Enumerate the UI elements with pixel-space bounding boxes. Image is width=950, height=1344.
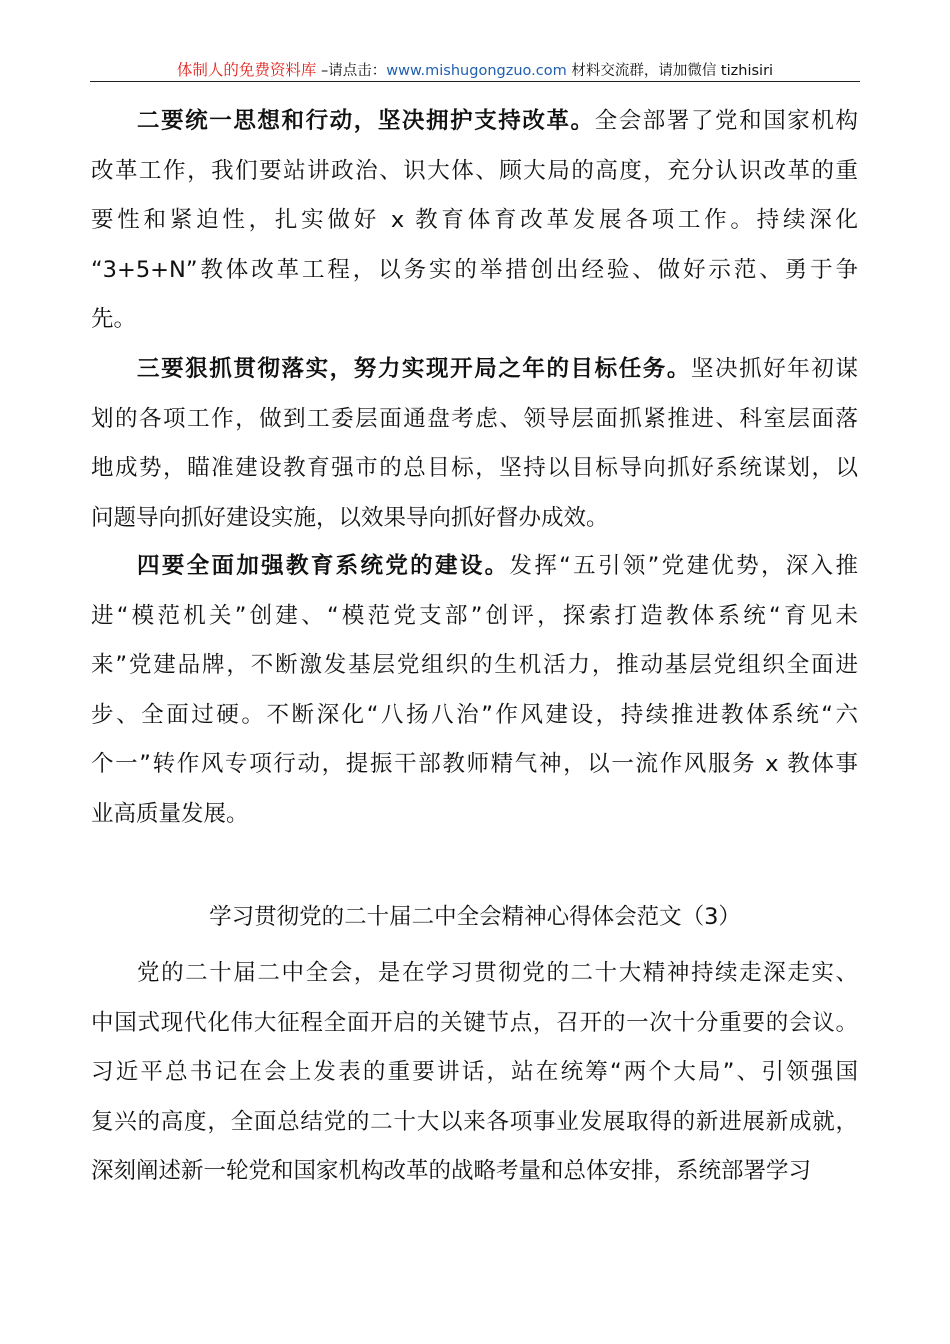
paragraph	[91, 542, 858, 839]
line-text: 中国式现代化伟大征程全面开启的关键节点，召开的一次十分重要的会议。	[91, 1009, 858, 1036]
text-line	[91, 246, 858, 296]
line-text: 问题导向抓好建设实施，以效果导向抓好督办成效。	[91, 504, 609, 531]
paragraph	[91, 345, 858, 543]
line-text: 复兴的高度，全面总结党的二十大以来各项事业发展取得的新进展新成就，	[91, 1108, 858, 1135]
section-title: 学习贯彻党的二十届二中全会精神心得体会范文（3）	[209, 904, 741, 930]
line-text: 全会部署了党和国家机构	[594, 108, 858, 134]
line-text: 党的二十届二中全会，是在学习贯彻党的二十大精神持续走深走实、	[137, 960, 858, 986]
text-line	[91, 740, 858, 790]
text-line	[91, 790, 858, 840]
text-line	[91, 395, 858, 445]
text-line	[91, 444, 858, 494]
line-text: “3+5+N”教体改革工程，以务实的举措创出经验、做好示范、勇于争	[91, 256, 858, 283]
paragraph-lead: 四要全面加强教育系统党的建设。	[137, 553, 510, 579]
text-line	[91, 949, 858, 999]
text-line	[91, 1147, 858, 1197]
text-line	[91, 542, 858, 592]
paragraph	[91, 97, 858, 345]
paragraph	[91, 949, 858, 1197]
text-line	[91, 196, 858, 246]
line-text: 习近平总书记在会上发表的重要讲话，站在统筹“两个大局”、引领强国	[91, 1059, 858, 1085]
line-text: 改革工作，我们要站讲政治、识大体、顾大局的高度，充分认识改革的重	[91, 157, 858, 184]
header-url-link[interactable]: www.mishugongzuo.com	[386, 63, 567, 79]
line-text: 地成势，瞄准建设教育强市的总目标，坚持以目标导向抓好系统谋划，以	[91, 455, 858, 481]
line-text: 步、全面过硬。不断深化“八扬八治”作风建设，持续推进教体系统“六	[91, 701, 858, 728]
line-text: 发挥“五引领”党建优势，深入推	[509, 553, 858, 579]
text-line	[91, 295, 858, 345]
paragraph-lead: 二要统一思想和行动，坚决拥护支持改革。	[137, 108, 595, 134]
page-header	[0, 58, 950, 80]
line-text: 来”党建品牌，不断激发基层党组织的生机活力，推动基层党组织全面进	[91, 652, 858, 678]
line-text: 深刻阐述新一轮党和国家机构改革的战略考量和总体安排，系统部署学习	[91, 1158, 812, 1184]
text-line	[91, 691, 858, 741]
text-line	[91, 999, 858, 1049]
text-line	[91, 641, 858, 691]
text-line	[91, 592, 858, 642]
text-line	[91, 494, 858, 544]
paragraph-lead: 三要狠抓贯彻落实，努力实现开局之年的目标任务。	[137, 356, 691, 382]
line-text: 先。	[91, 306, 137, 332]
line-text: 划的各项工作，做到工委层面通盘考虑、领导层面抓紧推进、科室层面落	[91, 405, 858, 432]
header-suffix: 材料交流群，请加微信 tizhisiri	[566, 63, 774, 79]
text-line	[91, 97, 858, 147]
line-text: 业高质量发展。	[91, 800, 249, 827]
text-line	[91, 1098, 858, 1148]
header-prompt: –请点击：	[316, 63, 387, 79]
text-line	[91, 345, 858, 395]
line-text: 进“模范机关”创建、“模范党支部”创评，探索打造教体系统“育见未	[91, 602, 858, 629]
line-text: 坚决抓好年初谋	[690, 356, 858, 382]
header-divider	[90, 81, 860, 82]
line-text: 个一”转作风专项行动，提振干部教师精气神，以一流作风服务 x 教体事	[91, 751, 858, 777]
text-line	[91, 1048, 858, 1098]
header-brand: 体制人的免费资料库	[176, 61, 317, 79]
line-text: 要性和紧迫性，扎实做好 x 教育体育改革发展各项工作。持续深化	[91, 207, 858, 233]
text-line	[91, 147, 858, 197]
